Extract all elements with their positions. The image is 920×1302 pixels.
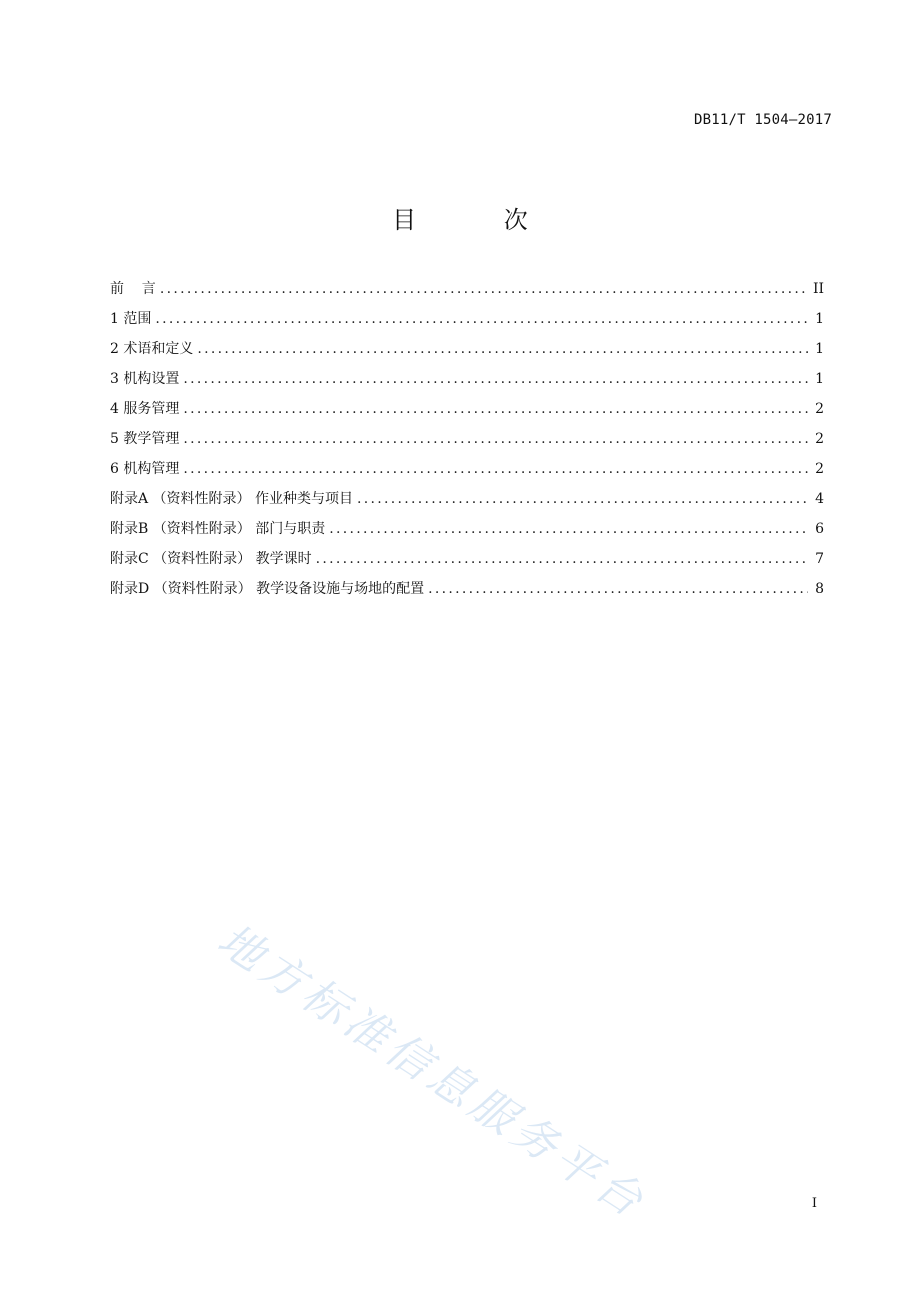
toc-entry-terms[interactable] <box>110 338 824 368</box>
toc-leader-dots <box>428 578 808 600</box>
toc-entry-page: II <box>812 281 824 297</box>
toc-entry-label: 附录A （资料性附录） 作业种类与项目 <box>110 491 354 507</box>
toc-leader-dots <box>357 488 808 510</box>
toc-entry-label: 4 服务管理 <box>110 401 180 417</box>
toc-entry-label: 附录B （资料性附录） 部门与职责 <box>110 521 326 537</box>
toc-entry-page: 8 <box>815 581 824 597</box>
toc-leader-dots <box>197 338 808 360</box>
toc-entry-appendix-b[interactable] <box>110 518 824 548</box>
toc-entry-page: 4 <box>815 491 824 507</box>
toc-leader-dots <box>183 428 808 450</box>
toc-entry-service-management[interactable] <box>110 398 824 428</box>
toc-entry-organization-management[interactable] <box>110 458 824 488</box>
toc-entry-label: 附录D （资料性附录） 教学设备设施与场地的配置 <box>110 581 425 597</box>
toc-entry-page: 6 <box>815 521 824 537</box>
toc-entry-teaching-management[interactable] <box>110 428 824 458</box>
toc-entry-page: 7 <box>815 551 824 567</box>
toc-leader-dots <box>183 368 808 390</box>
toc-entry-label: 6 机构管理 <box>110 461 180 477</box>
toc-entry-appendix-c[interactable] <box>110 548 824 578</box>
toc-leader-dots <box>329 518 808 540</box>
toc-entry-page: 1 <box>815 311 824 327</box>
toc-leader-dots <box>316 548 808 570</box>
toc-entry-appendix-d[interactable] <box>110 578 824 608</box>
page-title: 目 次 <box>392 206 568 234</box>
toc-entry-label: 2 术语和定义 <box>110 341 194 357</box>
table-of-contents <box>110 278 824 608</box>
toc-leader-dots <box>183 398 808 420</box>
toc-leader-dots <box>160 278 808 300</box>
toc-entry-scope[interactable] <box>110 308 824 338</box>
toc-entry-label: 5 教学管理 <box>110 431 180 447</box>
toc-entry-page: 2 <box>815 461 824 477</box>
toc-entry-appendix-a[interactable] <box>110 488 824 518</box>
toc-leader-dots <box>183 458 808 480</box>
watermark-text: 地方标准信息服务平台 <box>208 914 656 1230</box>
toc-entry-page: 2 <box>815 431 824 447</box>
toc-entry-organization-setup[interactable] <box>110 368 824 398</box>
toc-entry-label: 1 范围 <box>110 311 152 327</box>
page-number: I <box>811 1196 817 1211</box>
toc-entry-label: 附录C （资料性附录） 教学课时 <box>110 551 312 567</box>
toc-leader-dots <box>155 308 808 330</box>
toc-entry-page: 1 <box>815 371 824 387</box>
document-code: DB11/T 1504—2017 <box>693 112 832 128</box>
toc-entry-label: 前 言 <box>110 281 156 297</box>
toc-entry-page: 2 <box>815 401 824 417</box>
toc-entry-page: 1 <box>815 341 824 357</box>
toc-entry-foreword[interactable] <box>110 278 824 308</box>
toc-entry-label: 3 机构设置 <box>110 371 180 387</box>
